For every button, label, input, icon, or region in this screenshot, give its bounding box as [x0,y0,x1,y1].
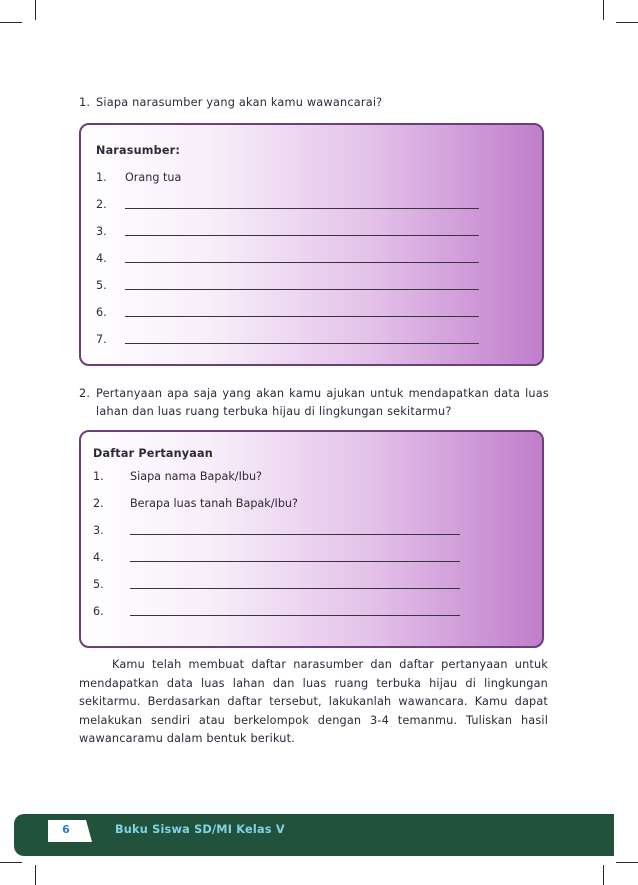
crop-mark [603,0,604,20]
paragraph-text: Kamu telah membuat daftar narasumber dan daftar pertanyaan untuk mendapatkan data luas lahan dan luas ruang terbuka hijau di lingkungan sekitarmu. Berdasarkan daftar tersebut, lakukanlah wawancara. Kamu dapat melakukan sendiri atau berkelompok dengan 3-4 temanmu. Tuliskan hasil wawancaramu dalam bentuk berikut. [79,658,548,746]
answer-line[interactable] [125,208,479,209]
item-number: 2. [96,198,107,211]
question-text: Pertanyaan apa saja yang akan kamu ajukan untuk mendapatkan data luas lahan dan luas ruang terbuka hijau di lingkungan sekitarmu? [96,387,549,418]
list-item [96,169,496,187]
answer-line[interactable] [125,235,479,236]
item-number: 1. [96,171,107,184]
list-item [93,522,493,540]
crop-mark [616,862,638,863]
narasumber-box [79,123,544,366]
crop-mark [35,0,36,20]
crop-mark [35,865,36,885]
question-2 [79,385,549,421]
list-item [93,468,493,486]
list-item [96,277,496,295]
instruction-paragraph [79,656,548,749]
item-number: 4. [96,252,107,265]
box-title: Daftar Pertanyaan [93,447,213,460]
footer-band [14,814,614,856]
box-title: Narasumber: [96,144,181,157]
answer-line[interactable] [125,289,479,290]
item-number: 4. [93,551,104,564]
question-1 [79,94,549,112]
list-item [96,304,496,322]
book-title: Buku Siswa SD/MI Kelas V [115,823,285,836]
item-number: 3. [93,524,104,537]
item-text: Siapa nama Bapak/Ibu? [130,470,262,483]
crop-mark [0,862,22,863]
page-number: 6 [62,823,70,836]
item-number: 5. [96,279,107,292]
list-item [93,495,493,513]
crop-mark [603,865,604,885]
question-text: Siapa narasumber yang akan kamu wawancarai? [96,96,383,109]
item-number: 6. [96,306,107,319]
crop-mark [0,22,22,23]
item-number: 7. [96,333,107,346]
list-item [93,603,493,621]
item-text: Orang tua [125,171,182,184]
list-item [93,576,493,594]
answer-line[interactable] [130,561,460,562]
item-number: 3. [96,225,107,238]
list-item [96,331,496,349]
answer-line[interactable] [130,615,460,616]
answer-line[interactable] [130,588,460,589]
item-number: 2. [93,497,104,510]
item-text: Berapa luas tanah Bapak/Ibu? [130,497,298,510]
answer-line[interactable] [130,534,460,535]
answer-line[interactable] [125,316,479,317]
answer-line[interactable] [125,262,479,263]
item-number: 1. [93,470,104,483]
item-number: 5. [93,578,104,591]
list-item [93,549,493,567]
question-number: 1. [79,96,91,109]
item-number: 6. [93,605,104,618]
answer-line[interactable] [125,343,479,344]
list-item [96,196,496,214]
list-item [96,223,496,241]
crop-mark [616,22,638,23]
list-item [96,250,496,268]
question-number: 2. [79,387,91,400]
page-number-badge [46,818,94,844]
daftar-pertanyaan-box [79,430,544,648]
